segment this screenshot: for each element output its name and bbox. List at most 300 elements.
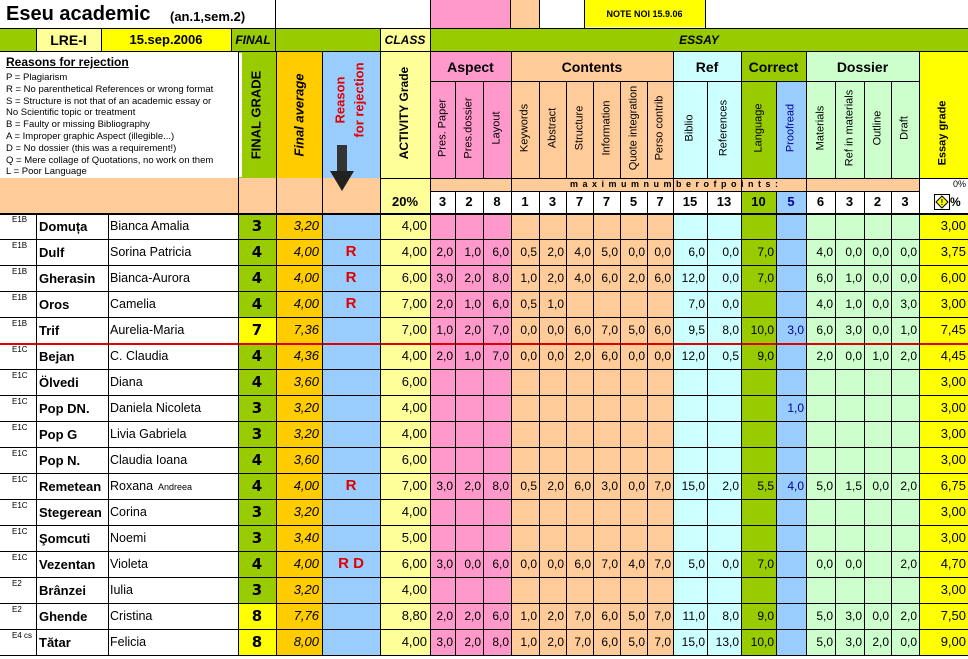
activity-grade: 7,00 [401, 322, 427, 337]
student-last-name: Ölvedi [39, 375, 79, 390]
essay-grade-value: 3,00 [940, 504, 966, 519]
score-cell: 0,0 [872, 323, 889, 337]
subcolumn-header: Quote integration [627, 85, 639, 171]
final-grade-value: 3 [251, 503, 263, 521]
score-cell: 8,0 [492, 635, 509, 649]
score-cell: 7,0 [492, 349, 509, 363]
reason-item: D = No dossier (this was a requirement!) [6, 142, 177, 154]
final-label: FINAL [235, 33, 271, 47]
course-code: LRE-I [50, 32, 87, 48]
score-cell: 3,0 [436, 271, 453, 285]
grid-line [275, 0, 276, 29]
reasons-title: Reasons for rejection [6, 55, 129, 69]
score-cell: 7,0 [654, 557, 671, 571]
score-cell: 2,0 [436, 609, 453, 623]
max-points-caption: m a x i m u m n u m b e r o f p o i n t s : [569, 179, 780, 189]
activity-grade: 4,00 [401, 504, 427, 519]
student-group: E1B [12, 267, 28, 276]
student-last-name: Bejan [39, 349, 75, 364]
student-last-name: Brânzei [39, 583, 86, 598]
score-cell: 8,0 [722, 323, 739, 337]
student-first-name: Noemi [110, 531, 147, 545]
activity-grade: 6,00 [401, 556, 427, 571]
score-cell: 4,0 [816, 245, 833, 259]
activity-grade: 6,00 [401, 374, 427, 389]
essay-grade-value: 3,00 [940, 452, 966, 467]
subcolumn-header: References [717, 99, 730, 157]
score-cell: 3,0 [436, 557, 453, 571]
final-average-value: 3,20 [293, 400, 319, 415]
final-grade-value: 3 [251, 425, 263, 443]
score-cell: 1,0 [547, 297, 564, 311]
grid-line [0, 28, 968, 29]
max-point-value: 7 [602, 194, 611, 209]
student-first-name: Cristina [110, 609, 153, 623]
grid-line [430, 0, 431, 29]
score-cell: 1,0 [436, 323, 453, 337]
score-cell: 8,0 [492, 271, 509, 285]
student-first-name: Aurelia-Maria [110, 323, 185, 337]
student-first-name: Roxana [110, 479, 154, 493]
reason-item: No Scientific topic or treatment [6, 107, 136, 119]
student-last-name: Pop DN. [39, 401, 90, 416]
essay-grade-header: Essay grade [936, 100, 949, 166]
score-cell: 5,0 [688, 557, 705, 571]
final-grade-value: 8 [251, 607, 263, 625]
final-grade-value: 7 [251, 321, 263, 339]
student-first-name: Daniela Nicoleta [110, 401, 202, 415]
score-cell: 0,0 [520, 323, 537, 337]
score-cell: 6,0 [574, 557, 591, 571]
final-grade-value: 3 [251, 529, 263, 547]
grid-line [539, 0, 540, 29]
score-cell: 0,0 [872, 297, 889, 311]
score-cell: 6,0 [574, 479, 591, 493]
final-average-foot [276, 178, 322, 213]
essay-grade-value: 4,70 [940, 556, 966, 571]
essay-grade-value: 3,00 [940, 374, 966, 389]
score-cell: 3,0 [845, 609, 862, 623]
activity-grade: 4,00 [401, 426, 427, 441]
score-cell: 0,0 [654, 349, 671, 363]
student-group: E2 [12, 605, 22, 614]
student-group: E1C [12, 449, 28, 458]
activity-grade: 6,00 [401, 452, 427, 467]
page-subtitle: (an.1,sem.2) [170, 9, 246, 24]
max-point-value: 6 [816, 194, 825, 209]
grid-line [510, 0, 511, 29]
max-point-value: 7 [575, 194, 584, 209]
rejection-reason: R [345, 243, 357, 260]
activity-grade: 4,00 [401, 218, 427, 233]
score-cell: 6,0 [492, 609, 509, 623]
final-average-value: 4,00 [293, 478, 319, 493]
final-average-value: 8,00 [293, 634, 319, 649]
table-row[interactable] [0, 525, 968, 551]
student-group: E4 cs [12, 631, 33, 640]
score-cell: 3,0 [436, 635, 453, 649]
score-cell: 6,0 [492, 557, 509, 571]
table-row[interactable] [0, 395, 968, 421]
max-point-value: 3 [901, 194, 909, 209]
score-cell: 11,0 [682, 609, 705, 623]
score-cell: 8,0 [492, 479, 509, 493]
subcolumn-header: Structure [573, 105, 585, 151]
table-row[interactable] [0, 421, 968, 447]
score-cell: 4,0 [574, 245, 591, 259]
max-point-value: 10 [751, 194, 766, 209]
subcolumn-header: Draft [898, 116, 911, 140]
score-cell: 0,0 [547, 323, 564, 337]
score-cell: 12,0 [681, 271, 705, 285]
final-average-value: 3,20 [293, 218, 319, 233]
score-cell: 0,0 [722, 557, 739, 571]
student-last-name: Vezentan [39, 557, 96, 572]
score-cell: 2,0 [628, 271, 645, 285]
grid-line [705, 0, 706, 29]
score-cell: 6,0 [688, 245, 705, 259]
table-row[interactable] [0, 239, 968, 265]
student-last-name: Ghende [39, 609, 88, 624]
score-cell: 5,0 [628, 609, 645, 623]
score-cell: 12,0 [681, 349, 705, 363]
score-cell: 7,0 [601, 557, 618, 571]
score-cell: 2,0 [464, 635, 481, 649]
score-cell: 6,0 [601, 609, 618, 623]
score-cell: 7,0 [757, 557, 774, 571]
score-cell: 2,0 [900, 557, 917, 571]
grid-line [891, 81, 892, 178]
score-cell: 2,0 [722, 479, 739, 493]
score-cell: 4,0 [628, 557, 645, 571]
score-cell: 2,0 [900, 349, 917, 363]
warning-icon[interactable] [934, 194, 950, 210]
score-cell: 3,0 [845, 635, 862, 649]
score-cell: 15,0 [681, 479, 705, 493]
final-grade-value: 4 [251, 295, 263, 313]
student-group: E1B [12, 241, 28, 250]
final-average-value: 7,36 [293, 322, 319, 337]
score-cell: 0,5 [520, 479, 537, 493]
student-first-name: Felicia [110, 635, 147, 649]
student-first-name: C. Claudia [110, 349, 169, 363]
table-row[interactable] [0, 629, 968, 655]
student-group: E1C [12, 527, 28, 536]
score-cell: 2,0 [464, 323, 481, 337]
score-cell: 1,0 [787, 401, 804, 415]
final-average-value: 4,00 [293, 270, 319, 285]
final-grade-value: 4 [251, 243, 263, 261]
max-point-value: 2 [873, 194, 882, 209]
essay-grade-value: 6,75 [940, 478, 966, 493]
score-cell: 0,0 [722, 271, 739, 285]
score-cell: 0,0 [816, 557, 833, 571]
final-grade-value: 4 [251, 373, 263, 391]
activity-grade: 4,00 [401, 634, 427, 649]
essay-grade-value: 4,45 [940, 348, 966, 363]
score-cell: 13,0 [715, 635, 739, 649]
essay-grade-value: 3,00 [940, 582, 966, 597]
reason-item: P = Plagiarism [6, 72, 68, 83]
reasons-foot [0, 178, 238, 213]
final-grade-value: 4 [251, 347, 263, 365]
student-first-name: Violeta [110, 557, 148, 571]
rejection-reason: R [345, 477, 357, 494]
score-cell: 4,0 [787, 479, 804, 493]
reason-header-1: Reason [332, 76, 348, 124]
subcolumn-header: Perso contrib [653, 95, 666, 161]
table-row[interactable] [0, 343, 968, 369]
subcolumn-header: Layout [490, 111, 503, 145]
score-cell: 7,0 [654, 635, 671, 649]
score-cell: 0,0 [872, 479, 889, 493]
essay-grade-value: 3,00 [940, 530, 966, 545]
score-cell: 7,0 [574, 635, 591, 649]
score-cell: 4,0 [574, 271, 591, 285]
score-cell: 2,0 [547, 635, 564, 649]
student-last-name: Stegerean [39, 505, 102, 520]
score-cell: 6,0 [492, 297, 509, 311]
max-point-value: 7 [656, 194, 664, 209]
rejection-reason: R [345, 295, 357, 312]
student-group: E1B [12, 215, 28, 224]
activity-grade: 5,00 [401, 530, 427, 545]
subcolumn-header: Information [600, 100, 612, 156]
grid-line [673, 81, 674, 178]
score-cell: 1,0 [845, 297, 862, 311]
final-grade-value: 4 [251, 269, 263, 287]
score-cell: 2,0 [547, 479, 564, 493]
student-first-name: Livia Gabriela [110, 427, 187, 441]
score-cell: 10,0 [750, 635, 774, 649]
student-group: E2 [12, 579, 22, 588]
score-cell: 0,0 [722, 245, 739, 259]
score-cell: 0,0 [900, 245, 917, 259]
grid-line [430, 81, 919, 82]
score-cell: 9,5 [688, 323, 705, 337]
svg-text:!: ! [940, 198, 944, 207]
student-first-name: Sorina Patricia [110, 245, 192, 259]
essay-grade-value: 3,00 [940, 296, 966, 311]
score-cell: 5,5 [757, 479, 774, 493]
student-group: E1C [12, 553, 28, 562]
score-cell: 10,0 [750, 323, 774, 337]
subcolumn-header: Pres.dossier [462, 97, 475, 159]
student-last-name: Tătar [39, 635, 71, 650]
score-cell: 5,0 [601, 245, 618, 259]
score-cell: 7,0 [492, 323, 509, 337]
score-cell: 8,0 [722, 609, 739, 623]
student-group: E1C [12, 501, 28, 510]
student-last-name: Pop N. [39, 453, 81, 468]
essay-grade-value: 7,45 [940, 322, 966, 337]
table-row[interactable] [0, 213, 968, 239]
final-grade-value: 8 [251, 633, 263, 651]
score-cell: 6,0 [601, 271, 618, 285]
student-first-name: Diana [110, 375, 143, 389]
score-cell: 1,0 [464, 245, 481, 259]
final-average-value: 3,60 [293, 452, 319, 467]
class-label: CLASS [384, 33, 426, 47]
score-cell: 1,5 [845, 479, 862, 493]
group-header-label: Aspect [447, 59, 494, 75]
score-cell: 2,0 [574, 349, 591, 363]
score-cell: 2,0 [436, 245, 453, 259]
score-cell: 0,0 [872, 271, 889, 285]
comment-marker-icon [667, 82, 672, 87]
grid-line [707, 81, 708, 178]
score-cell: 0,0 [845, 557, 862, 571]
subcolumn-header: Proofread [784, 103, 797, 153]
activity-grade: 6,00 [401, 270, 427, 285]
student-first-name: Claudia Ioana [110, 453, 188, 467]
score-cell: 6,0 [654, 323, 671, 337]
notice-text: NOTE NOI 15.9.06 [606, 9, 683, 19]
score-cell: 2,0 [464, 271, 481, 285]
activity-header: ACTIVITY Grade [397, 66, 411, 160]
grid-line [483, 81, 484, 178]
student-first-name: Camelia [110, 297, 156, 311]
score-cell: 2,0 [464, 479, 481, 493]
student-second-name: Andreea [158, 482, 193, 492]
score-cell: 6,0 [816, 323, 833, 337]
score-cell: 0,0 [872, 609, 889, 623]
grid-line [275, 29, 276, 51]
student-first-name: Corina [110, 505, 147, 519]
table-row[interactable] [0, 447, 968, 473]
table-row[interactable] [0, 603, 968, 629]
reason-item: Q = Mere collage of Quotations, no work on them [6, 154, 214, 166]
activity-grade: 7,00 [401, 296, 427, 311]
activity-grade: 8,80 [401, 608, 427, 623]
exam-date: 15.sep.2006 [129, 32, 203, 47]
student-first-name: Iulia [110, 583, 133, 597]
subcolumn-header: Keywords [518, 103, 531, 153]
grid-line [566, 81, 567, 178]
grid-line [776, 81, 777, 178]
header-band [510, 0, 539, 29]
student-group: E1B [12, 319, 28, 328]
score-cell: 1,0 [900, 323, 917, 337]
final-average-value: 3,20 [293, 504, 319, 519]
student-last-name: Şomcuti [39, 531, 91, 546]
student-group: E1B [12, 293, 28, 302]
reason-header-2: for rejection [351, 62, 367, 138]
score-cell: 0,0 [464, 557, 481, 571]
max-point-value: 15 [682, 194, 698, 209]
max-point-value: 3 [845, 194, 854, 209]
student-last-name: Domuța [39, 219, 88, 234]
essay-grade-value: 6,00 [940, 270, 966, 285]
table-row[interactable] [0, 317, 968, 343]
score-cell: 0,5 [722, 349, 739, 363]
table-row[interactable] [0, 551, 968, 577]
essay-grade-value: 3,00 [940, 400, 966, 415]
score-cell: 7,0 [654, 479, 671, 493]
reason-item: B = Faulty or missing Bibliography [6, 119, 150, 131]
grid-line [647, 81, 648, 178]
score-cell: 1,0 [520, 635, 537, 649]
final-average-value: 3,20 [293, 582, 319, 597]
comment-marker-icon [735, 82, 740, 87]
score-cell: 7,0 [757, 271, 774, 285]
score-cell: 0,0 [628, 479, 645, 493]
table-row[interactable] [0, 499, 968, 525]
group-header-label: Correct [748, 59, 799, 75]
subcolumn-header: Biblio [683, 114, 696, 142]
essay-label: ESSAY [679, 33, 719, 47]
score-cell: 1,0 [520, 271, 537, 285]
grid-line [864, 81, 865, 178]
table-row[interactable] [0, 473, 968, 499]
max-point-value: 2 [465, 194, 473, 209]
score-cell: 0,5 [520, 245, 537, 259]
group-header-label: Dossier [836, 59, 889, 75]
final-grade-value: 3 [251, 581, 263, 599]
score-cell: 2,0 [816, 349, 833, 363]
score-cell: 5,0 [816, 609, 833, 623]
score-cell: 0,0 [654, 245, 671, 259]
activity-grade: 4,00 [401, 582, 427, 597]
score-cell: 2,0 [547, 245, 564, 259]
score-cell: 7,0 [601, 323, 618, 337]
score-cell: 0,0 [845, 349, 862, 363]
score-cell: 2,0 [872, 635, 889, 649]
subcolumn-header: Pres. Paper [436, 98, 448, 158]
score-cell: 7,0 [574, 609, 591, 623]
final-average-value: 4,00 [293, 296, 319, 311]
score-cell: 0,0 [722, 297, 739, 311]
score-cell: 2,0 [547, 271, 564, 285]
activity-grade: 4,00 [401, 348, 427, 363]
table-row[interactable] [0, 265, 968, 291]
score-cell: 3,0 [787, 323, 804, 337]
score-cell: 9,0 [757, 349, 774, 363]
score-cell: 3,0 [900, 297, 917, 311]
score-cell: 0,0 [900, 271, 917, 285]
score-cell: 2,0 [436, 297, 453, 311]
header-band [430, 0, 510, 29]
final-average-value: 4,36 [293, 348, 319, 363]
student-last-name: Oros [39, 297, 70, 312]
score-cell: 5,0 [816, 635, 833, 649]
score-cell: 3,0 [845, 323, 862, 337]
max-point-value: 5 [787, 194, 795, 209]
score-cell: 6,0 [601, 349, 618, 363]
table-row[interactable] [0, 291, 968, 317]
max-point-value: 5 [629, 194, 638, 209]
activity-weight: 20% [391, 194, 419, 209]
table-row[interactable] [0, 369, 968, 395]
final-average-value: 4,00 [293, 556, 319, 571]
student-first-name: Bianca-Aurora [110, 271, 190, 285]
score-cell: 2,0 [547, 609, 564, 623]
student-last-name: Trif [39, 323, 60, 338]
score-cell: 0,0 [900, 635, 917, 649]
group-header-label: Ref [695, 59, 719, 75]
score-cell: 6,0 [492, 245, 509, 259]
down-arrow-icon [330, 145, 354, 191]
score-cell: 1,0 [845, 271, 862, 285]
reason-item: S = Structure is not that of an academic essay or [6, 95, 212, 107]
student-last-name: Gherasin [39, 271, 96, 286]
grid-line [511, 81, 512, 178]
table-row[interactable] [0, 577, 968, 603]
reason-item: A = Improper graphic Aspect (illegible...) [6, 131, 175, 142]
final-average-header: Final average [291, 73, 307, 157]
final-grade-value: 4 [251, 477, 263, 495]
activity-grade: 7,00 [401, 478, 427, 493]
